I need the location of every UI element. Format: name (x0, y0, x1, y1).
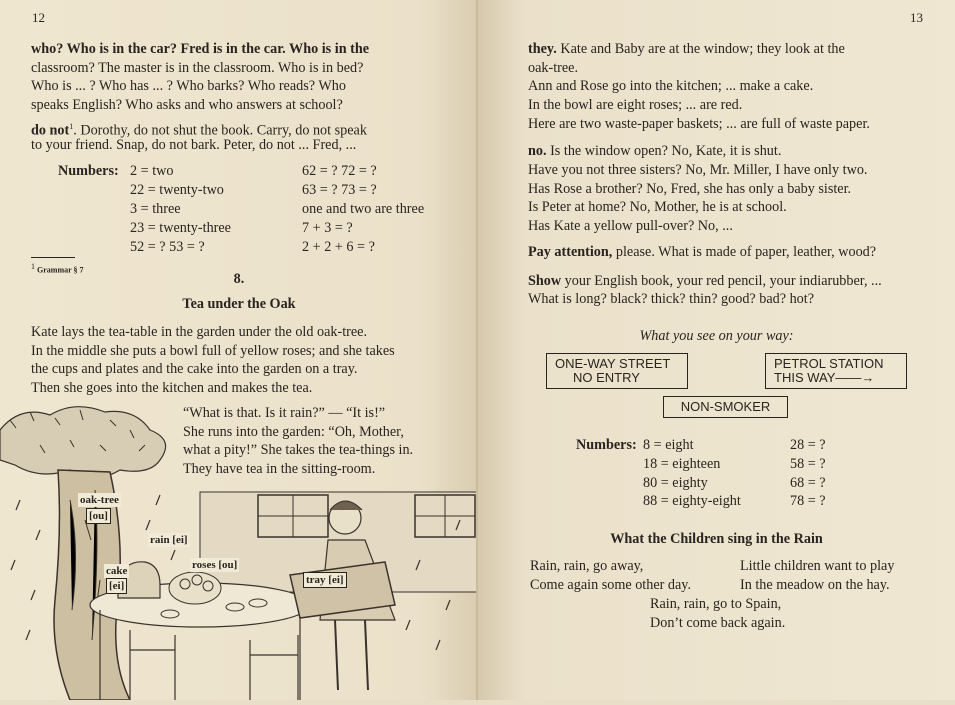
footnote-mark: 1 (31, 262, 35, 271)
paragraph-line: Has Kate a yellow pull-over? No, ... (528, 218, 733, 234)
paragraph-line: Who is ... ? Who has ... ? Who barks? Who reads? Who (31, 78, 346, 94)
story-side-line: She runs into the garden: “Oh, Mother, (183, 424, 404, 440)
footnote-text: Grammar § 7 (37, 265, 84, 275)
number-entry: 63 = ? 73 = ? (302, 182, 377, 198)
line-bold: who? Who is in the car? Fred is in the car. Who is in the (31, 41, 370, 57)
label-tray: tray [ei] (303, 572, 347, 588)
story-line: the cups and plates and the cake into the garden on a tray. (31, 361, 358, 377)
paragraph-line: classroom? The master is in the classroom. Who is in bed? (31, 60, 364, 76)
number-entry: 22 = twenty-two (130, 182, 224, 198)
story-side-line: what a pity!” She takes the tea-things in. (183, 442, 414, 458)
paragraph-line: to your friend. Snap, do not bark. Peter, do not ... Fred, ... (31, 137, 357, 153)
pay-attention-bold: Pay attention, (528, 244, 613, 260)
number-entry: 18 = eighteen (643, 456, 721, 472)
paragraph-line: Ann and Rose go into the kitchen; ... make a cake. (528, 78, 814, 94)
footnote-ref: 1 (69, 122, 74, 131)
pay-attention-line (528, 243, 876, 262)
show-rest: your English book, your red pencil, your indiarubber, ... (561, 273, 882, 289)
left-page (0, 0, 478, 700)
sign-petrol-station (765, 353, 907, 389)
number-entry: 3 = three (130, 201, 181, 217)
number-entry: 2 + 2 + 6 = ? (302, 239, 375, 255)
lesson-number: 8. (233, 271, 245, 287)
numbers-label: Numbers: (58, 163, 119, 179)
song-line: Don’t come back again. (650, 615, 786, 631)
number-entry: 8 = eight (643, 437, 694, 453)
paragraph-line: Here are two waste-paper baskets; ... are full of waste paper. (528, 116, 870, 132)
number-entry: 52 = ? 53 = ? (130, 239, 205, 255)
paragraph-line: Have you not three sisters? No, Mr. Miller, I have only two. (528, 162, 868, 178)
song-line: Rain, rain, go away, (530, 558, 644, 574)
they-bold: they. (528, 41, 557, 57)
sign-line: NO ENTRY (573, 370, 640, 385)
story-side-line: “What is that. Is it rain?” — “It is!” (183, 405, 386, 421)
sign-one-way-street (546, 353, 688, 389)
they-rest: Kate and Baby are at the window; they look at the (556, 41, 845, 57)
right-page (478, 0, 955, 700)
song-title: What the Children sing in the Rain (610, 531, 823, 547)
song-line: In the meadow on the hay. (740, 577, 890, 593)
numbers-label-right: Numbers: (576, 437, 637, 453)
sign-non-smoker: NON-SMOKER (663, 396, 788, 418)
number-entry: 28 = ? (790, 437, 826, 453)
number-entry: 58 = ? (790, 456, 826, 472)
song-line: Come again some other day. (530, 577, 692, 593)
pay-attention-rest: please. What is made of paper, leather, wood? (612, 244, 877, 260)
no-bold: no. (528, 143, 547, 159)
paragraph-line (31, 40, 369, 59)
lesson-title: Tea under the Oak (182, 296, 296, 312)
paragraph-line: oak-tree. (528, 60, 579, 76)
sign-line: THIS WAY——→ (774, 370, 875, 385)
paragraph-line: Is Peter at home? No, Mother, he is at school. (528, 199, 787, 215)
no-line (528, 142, 781, 161)
number-entry: one and two are three (302, 201, 425, 217)
label-oak-tree-ipa: [ou] (86, 508, 111, 524)
number-entry: 23 = twenty-three (130, 220, 231, 236)
number-entry: 80 = eighty (643, 475, 708, 491)
number-entry: 68 = ? (790, 475, 826, 491)
paragraph-line: What is long? black? thick? thin? good? bad? hot? (528, 291, 815, 307)
label-cake-ipa: [ei] (106, 578, 127, 594)
sign-line: PETROL STATION (774, 356, 884, 371)
song-line: Little children want to play (740, 558, 895, 574)
number-entry: 7 + 3 = ? (302, 220, 353, 236)
label-oak-tree: oak-tree (80, 494, 119, 506)
no-rest: Is the window open? No, Kate, it is shut. (546, 143, 782, 159)
label-roses: roses [ou] (192, 559, 238, 571)
paragraph-line: In the bowl are eight roses; ... are red. (528, 97, 743, 113)
footnote-rule (31, 257, 75, 258)
number-entry: 62 = ? 72 = ? (302, 163, 377, 179)
number-entry: 78 = ? (790, 493, 826, 509)
do-not-rest: . Dorothy, do not shut the book. Carry, do not speak (73, 122, 367, 139)
show-line (528, 272, 882, 291)
song-line: Rain, rain, go to Spain, (650, 596, 782, 612)
signs-caption: What you see on your way: (639, 328, 794, 344)
story-line: Kate lays the tea-table in the garden under the old oak-tree. (31, 324, 368, 340)
story-side-line: They have tea in the sitting-room. (183, 461, 376, 477)
paragraph-line: Has Rose a brother? No, Fred, she has only a baby sister. (528, 181, 852, 197)
label-rain: rain [ei] (150, 534, 188, 546)
paragraph-line: speaks English? Who asks and who answers at school? (31, 97, 343, 113)
page-number-left: 12 (32, 10, 45, 25)
show-bold: Show (528, 273, 562, 289)
story-line: Then she goes into the kitchen and makes the tea. (31, 380, 313, 396)
do-not-bold: do not (31, 122, 70, 139)
number-entry: 88 = eighty-eight (643, 493, 741, 509)
number-entry: 2 = two (130, 163, 174, 179)
sign-line: ONE-WAY STREET (555, 356, 671, 371)
label-cake: cake (106, 565, 128, 577)
page-number-right: 13 (910, 10, 923, 25)
story-line: In the middle she puts a bowl full of yellow roses; and she takes (31, 343, 395, 359)
they-line (528, 40, 845, 59)
